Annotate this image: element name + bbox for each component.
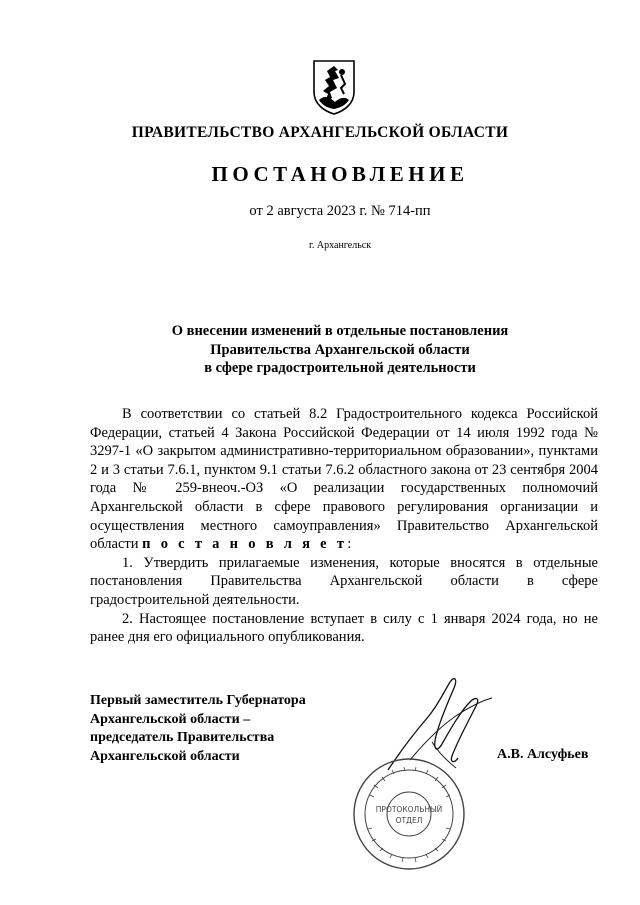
document-body: [90, 405, 598, 647]
signatory-title-line: председатель Правительства: [90, 730, 275, 746]
signatory-title: [90, 692, 306, 766]
title-line: О внесении изменений в отдельные постановления: [171, 323, 509, 339]
organization-name: ПРАВИТЕЛЬСТВО АРХАНГЕЛЬСКОЙ ОБЛАСТИ: [131, 124, 509, 141]
item-1: 1. Утвердить прилагаемые изменения, которые вносятся в отдельные постановления Правительства Архангельской области в сфере градостроительной деятельности.: [90, 554, 598, 608]
signatory-name: А.В. Алсуфьев: [497, 747, 589, 762]
city: г. Архангельск: [308, 240, 372, 251]
resolves-colon: :: [347, 536, 352, 553]
date-and-number: от 2 августа 2023 г. № 714-пп: [249, 203, 431, 219]
preamble-text: В соответствии со статьей 8.2 Градостроительного кодекса Российской Федерации, статьей 4 Закона Российской Федерации от 14 июля 1992 года № 3297-1 «О закрытом административно-территориальном образовании», пунктами 2 и 3 статьи 7.6.1, пунктом 9.1 статьи 7.6.2 областного закона от 23 сентября 2004 года № 259-внеоч.-ОЗ «О реализации государственных полномочий Архангельской области в сфере правового регулирования организации и осуществления местного самоуправления» Правительство Архангельской области: [90, 406, 598, 553]
stamp-text-line2: ОТДЕЛ: [395, 816, 423, 825]
signatory-title-line: Архангельской области: [90, 748, 240, 764]
coat-of-arms-emblem: [311, 58, 357, 116]
document-type: ПОСТАНОВЛЕНИЕ: [211, 162, 469, 186]
title-line: в сфере градостроительной деятельности: [204, 360, 476, 376]
item-2: 2. Настоящее постановление вступает в силу с 1 января 2024 года, но не ранее дня его официального опубликования.: [90, 610, 598, 646]
title-line: Правительства Архангельской области: [210, 341, 470, 358]
signatory-title-line: Архангельской области –: [90, 711, 251, 727]
stamp-text-line1: ПРОТОКОЛЬНЫЙ: [375, 805, 443, 814]
preamble-paragraph: [90, 405, 598, 554]
official-stamp: [350, 755, 468, 873]
document-title: [90, 322, 590, 378]
signatory-title-line: Первый заместитель Губернатора: [90, 693, 306, 708]
resolves-word: п о с т а н о в л я е т: [142, 536, 348, 553]
